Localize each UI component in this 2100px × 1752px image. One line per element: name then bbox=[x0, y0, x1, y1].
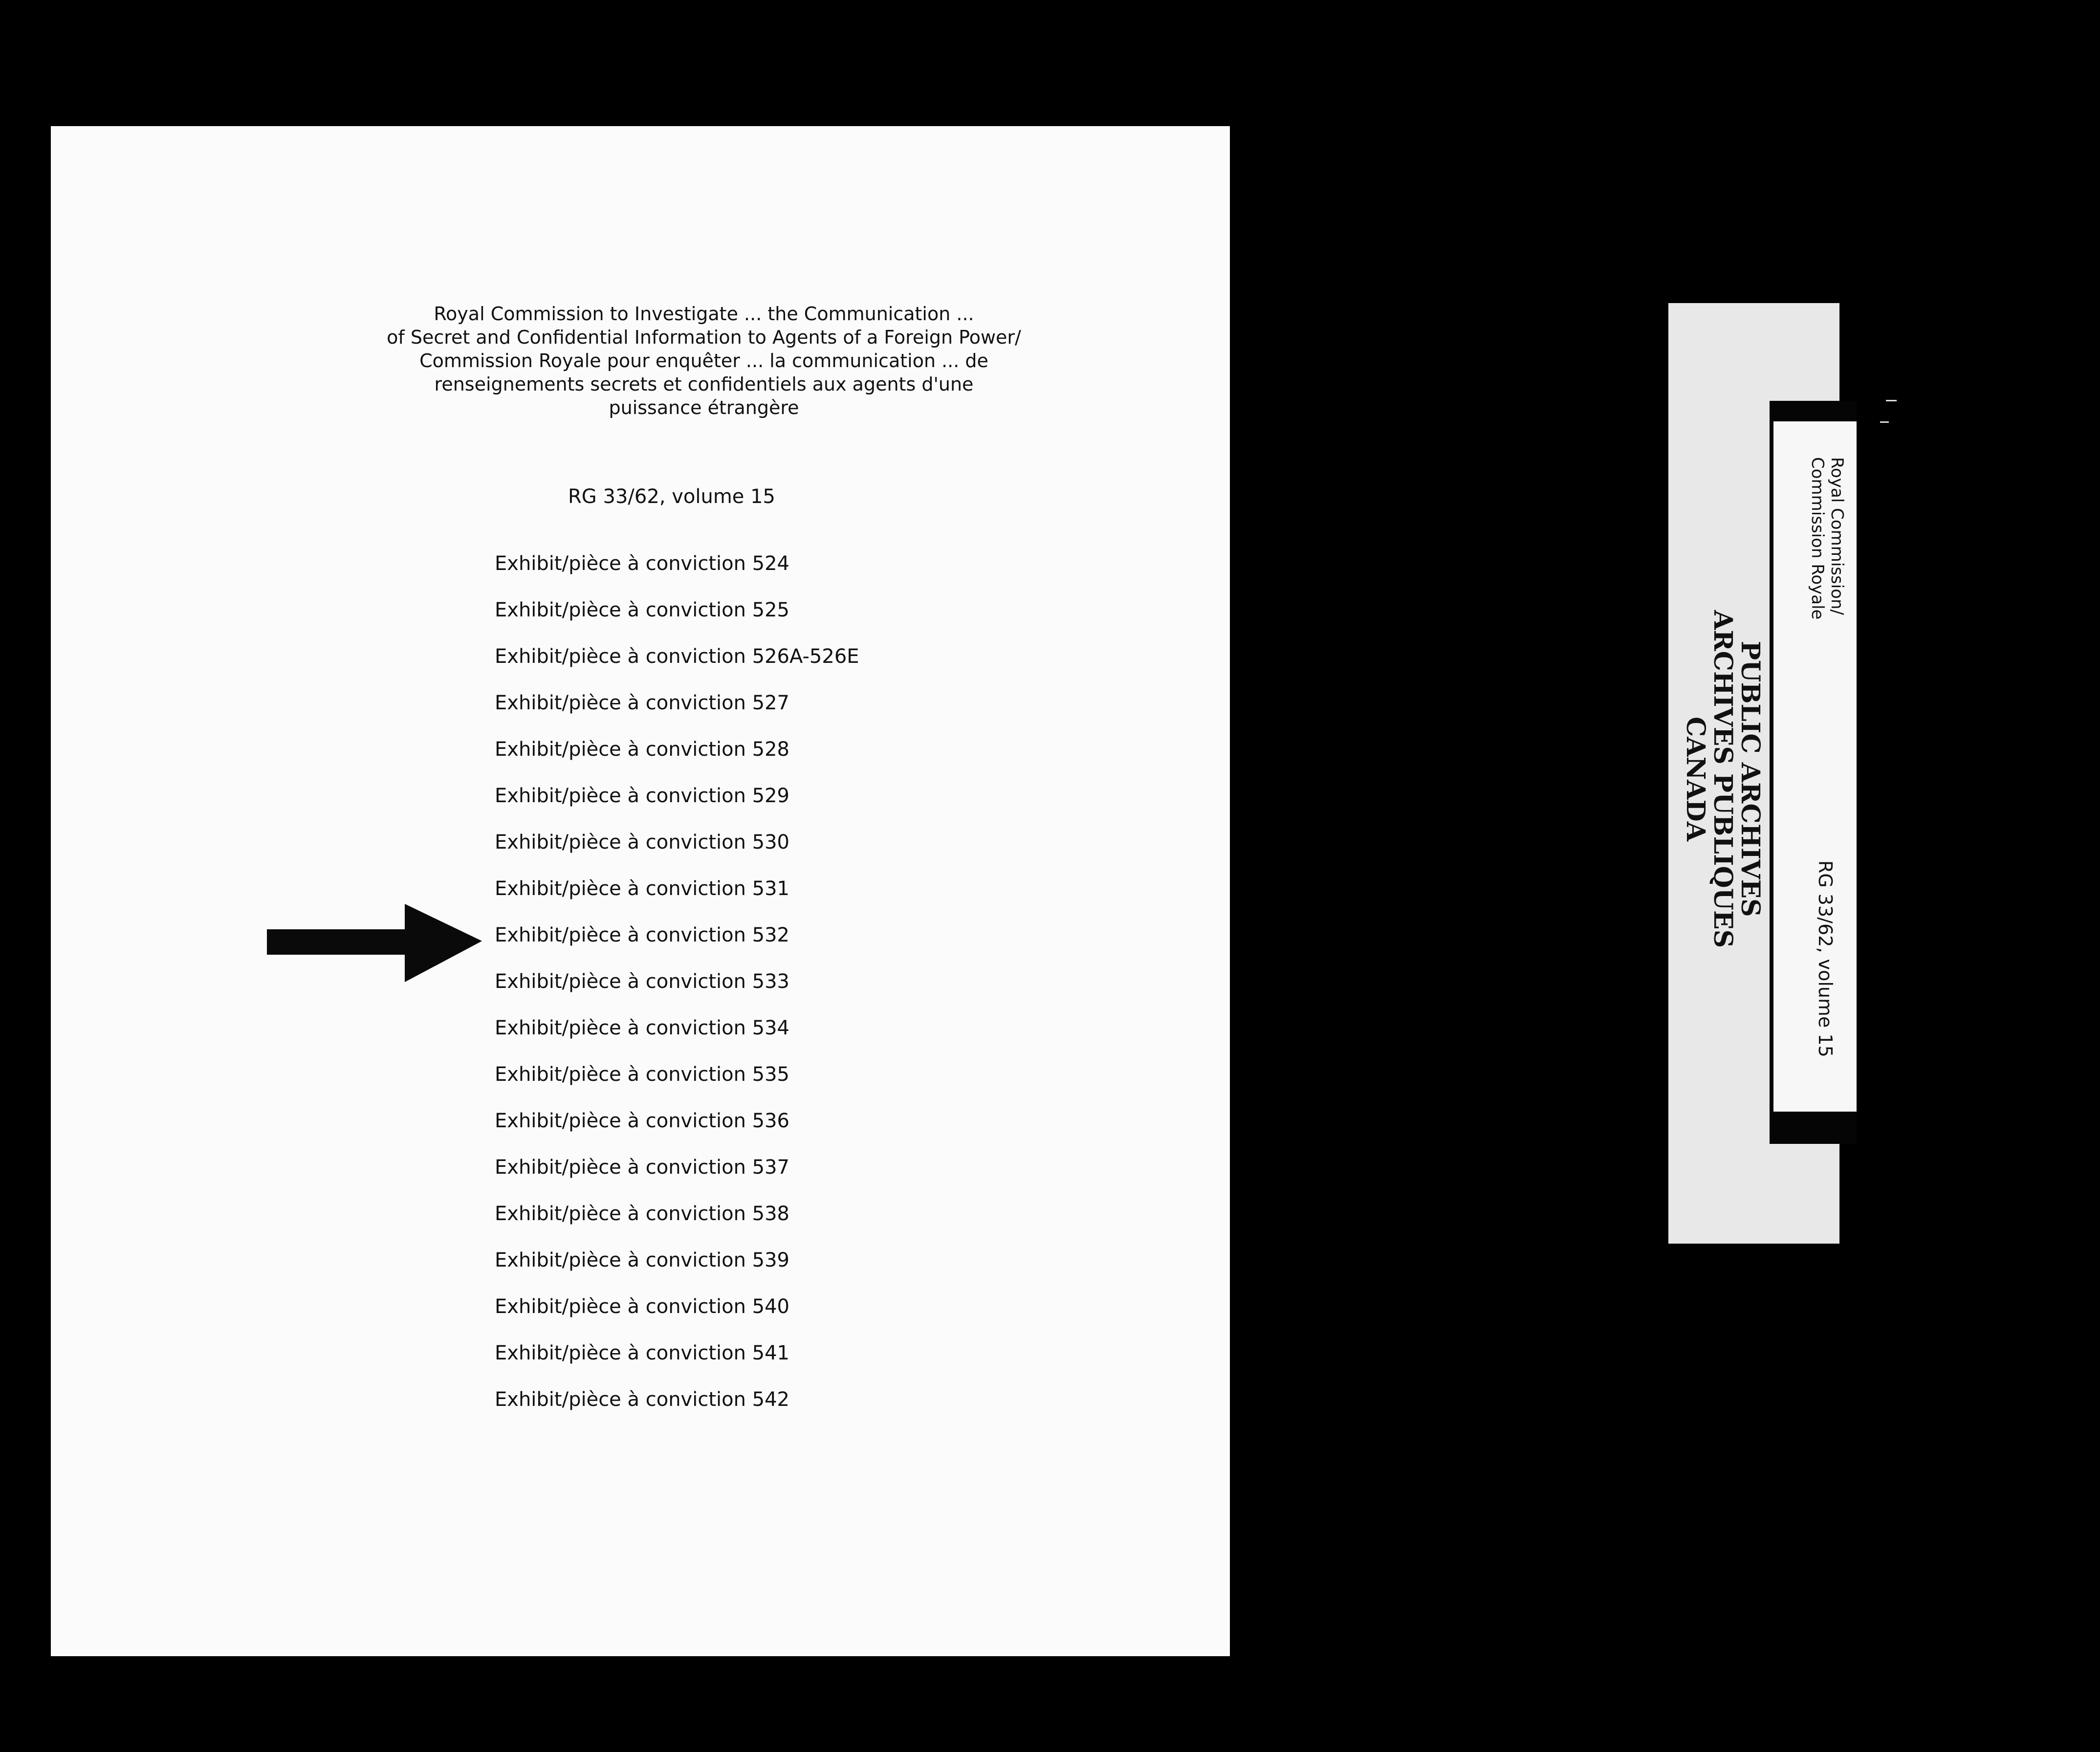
exhibit-item: Exhibit/pièce à conviction 525 bbox=[495, 599, 790, 621]
exhibit-item: Exhibit/pièce à conviction 535 bbox=[495, 1063, 790, 1086]
exhibit-item: Exhibit/pièce à conviction 529 bbox=[495, 785, 790, 807]
title-line: Commission Royale pour enquêter ... la communication ... de bbox=[419, 350, 988, 372]
scan-mark bbox=[1886, 400, 1897, 401]
title-line: puissance étrangère bbox=[609, 397, 799, 418]
exhibit-item: Exhibit/pièce à conviction 539 bbox=[495, 1249, 790, 1271]
scan-mark bbox=[1880, 421, 1889, 423]
document-title bbox=[51, 302, 1230, 419]
exhibit-item: Exhibit/pièce à conviction 534 bbox=[495, 1017, 790, 1039]
exhibit-item: Exhibit/pièce à conviction 530 bbox=[495, 831, 790, 854]
arrow-right-icon bbox=[267, 904, 482, 982]
exhibit-item: Exhibit/pièce à conviction 528 bbox=[495, 738, 790, 761]
label-archives-line2: ARCHIVES PUBLIQUES bbox=[1708, 610, 1738, 948]
exhibit-item: Exhibit/pièce à conviction 538 bbox=[495, 1203, 790, 1225]
label-commission bbox=[1808, 457, 1847, 619]
exhibit-item: Exhibit/pièce à conviction 536 bbox=[495, 1110, 790, 1132]
exhibit-list bbox=[495, 551, 859, 1434]
exhibit-item: Exhibit/pièce à conviction 542 bbox=[495, 1388, 790, 1411]
exhibit-item-highlighted: Exhibit/pièce à conviction 532 bbox=[495, 924, 790, 946]
exhibit-item: Exhibit/pièce à conviction 527 bbox=[495, 692, 790, 714]
label-commission-line1: Royal Commission/ bbox=[1827, 457, 1847, 615]
title-line: Royal Commission to Investigate ... the Communication ... bbox=[434, 303, 974, 325]
exhibit-item: Exhibit/pièce à conviction 537 bbox=[495, 1156, 790, 1179]
document-page bbox=[51, 126, 1230, 1656]
exhibit-item: Exhibit/pièce à conviction 540 bbox=[495, 1295, 790, 1318]
label-reference: RG 33/62, volume 15 bbox=[1815, 860, 1836, 1057]
exhibit-item: Exhibit/pièce à conviction 524 bbox=[495, 552, 790, 575]
label-archives-line3: CANADA bbox=[1681, 717, 1710, 842]
exhibit-item: Exhibit/pièce à conviction 531 bbox=[495, 877, 790, 900]
label-commission-line2: Commission Royale bbox=[1808, 457, 1827, 620]
exhibit-item: Exhibit/pièce à conviction 526A-526E bbox=[495, 645, 859, 668]
title-line: of Secret and Confidential Information to Agents of a Foreign Power/ bbox=[387, 327, 1021, 348]
title-line: renseignements secrets et confidentiels aux agents d'une bbox=[434, 373, 974, 395]
label-archives-line1: PUBLIC ARCHIVES bbox=[1735, 641, 1765, 917]
reference-number: RG 33/62, volume 15 bbox=[568, 485, 776, 508]
exhibit-item: Exhibit/pièce à conviction 533 bbox=[495, 970, 790, 993]
label-archives bbox=[1682, 610, 1764, 948]
exhibit-item: Exhibit/pièce à conviction 541 bbox=[495, 1342, 790, 1364]
